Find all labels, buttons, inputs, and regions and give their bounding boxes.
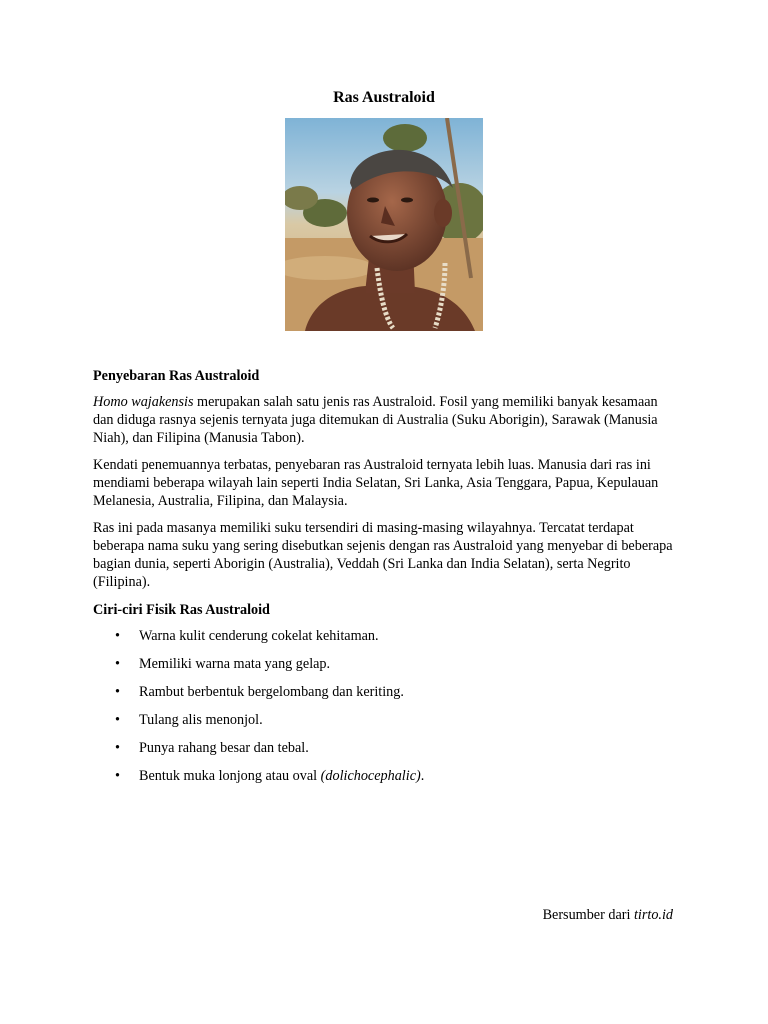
list-item-text: Bentuk muka lonjong atau oval <box>139 768 321 784</box>
bullet-icon: • <box>115 628 120 644</box>
list-item-text: Memiliki warna mata yang gelap. <box>139 656 331 672</box>
bullet-icon: • <box>115 656 120 672</box>
bullet-icon: • <box>115 740 120 756</box>
list-item <box>93 711 678 739</box>
bullet-icon: • <box>115 712 120 728</box>
list-item <box>93 627 678 655</box>
section-heading-ciri-fisik: Ciri-ciri Fisik Ras Australoid <box>93 602 270 618</box>
section-heading-penyebaran: Penyebaran Ras Australoid <box>93 368 260 384</box>
footer-prefix: Bersumber dari <box>542 907 634 923</box>
list-item <box>93 767 678 795</box>
list-item-text: Rambut berbentuk bergelombang dan keriting. <box>139 684 404 700</box>
list-item-text: Tulang alis menonjol. <box>139 712 263 728</box>
list-item-text: Punya rahang besar dan tebal. <box>139 740 309 756</box>
document-body <box>93 367 678 795</box>
paragraph-3: Ras ini pada masanya memiliki suku tersendiri di masing-masing wilayahnya. Tercatat terdapat beberapa nama suku yang sering disebutkan sejenis dengan ras Australoid yang menyebar di beberapa bagian dunia, seperti Aborigin (Australia), Veddah (Sri Lanka dan India Selatan), serta Negrito (Filipina). <box>93 520 673 590</box>
footer-source: tirto.id <box>633 907 673 923</box>
list-item <box>93 739 678 767</box>
term-italic: (dolichocephalic) <box>320 768 421 784</box>
document-title: Ras Australoid <box>333 89 435 106</box>
species-name: Homo wajakensis <box>93 394 194 410</box>
list-item-text: Warna kulit cenderung cokelat kehitaman. <box>139 628 379 644</box>
australoid-man-photo <box>285 118 483 331</box>
paragraph-1 <box>93 393 678 447</box>
paragraph-2: Kendati penemuannya terbatas, penyebaran ras Australoid ternyata lebih luas. Manusia dari ras ini mendiami beberapa wilayah lain seperti India Selatan, Sri Lanka, Asia Tenggara, Papua, Kepulauan Melanesia, Australia, Filipina, dan Malaysia. <box>93 457 659 509</box>
list-item <box>93 683 678 711</box>
list-item-end: . <box>420 768 425 784</box>
bullet-icon: • <box>115 684 120 700</box>
list-item <box>93 655 678 683</box>
source-footer <box>543 906 673 924</box>
paragraph-1-text: merupakan salah satu jenis ras Australoid. Fosil yang memiliki banyak kesamaan dan diduga rasnya sejenis ternyata juga ditemukan di Australia (Suku Aborigin), Sarawak (Manusia Niah), dan Filipina (Manusia Tabon). <box>93 394 658 446</box>
characteristics-list <box>93 627 678 795</box>
bullet-icon: • <box>115 768 120 784</box>
